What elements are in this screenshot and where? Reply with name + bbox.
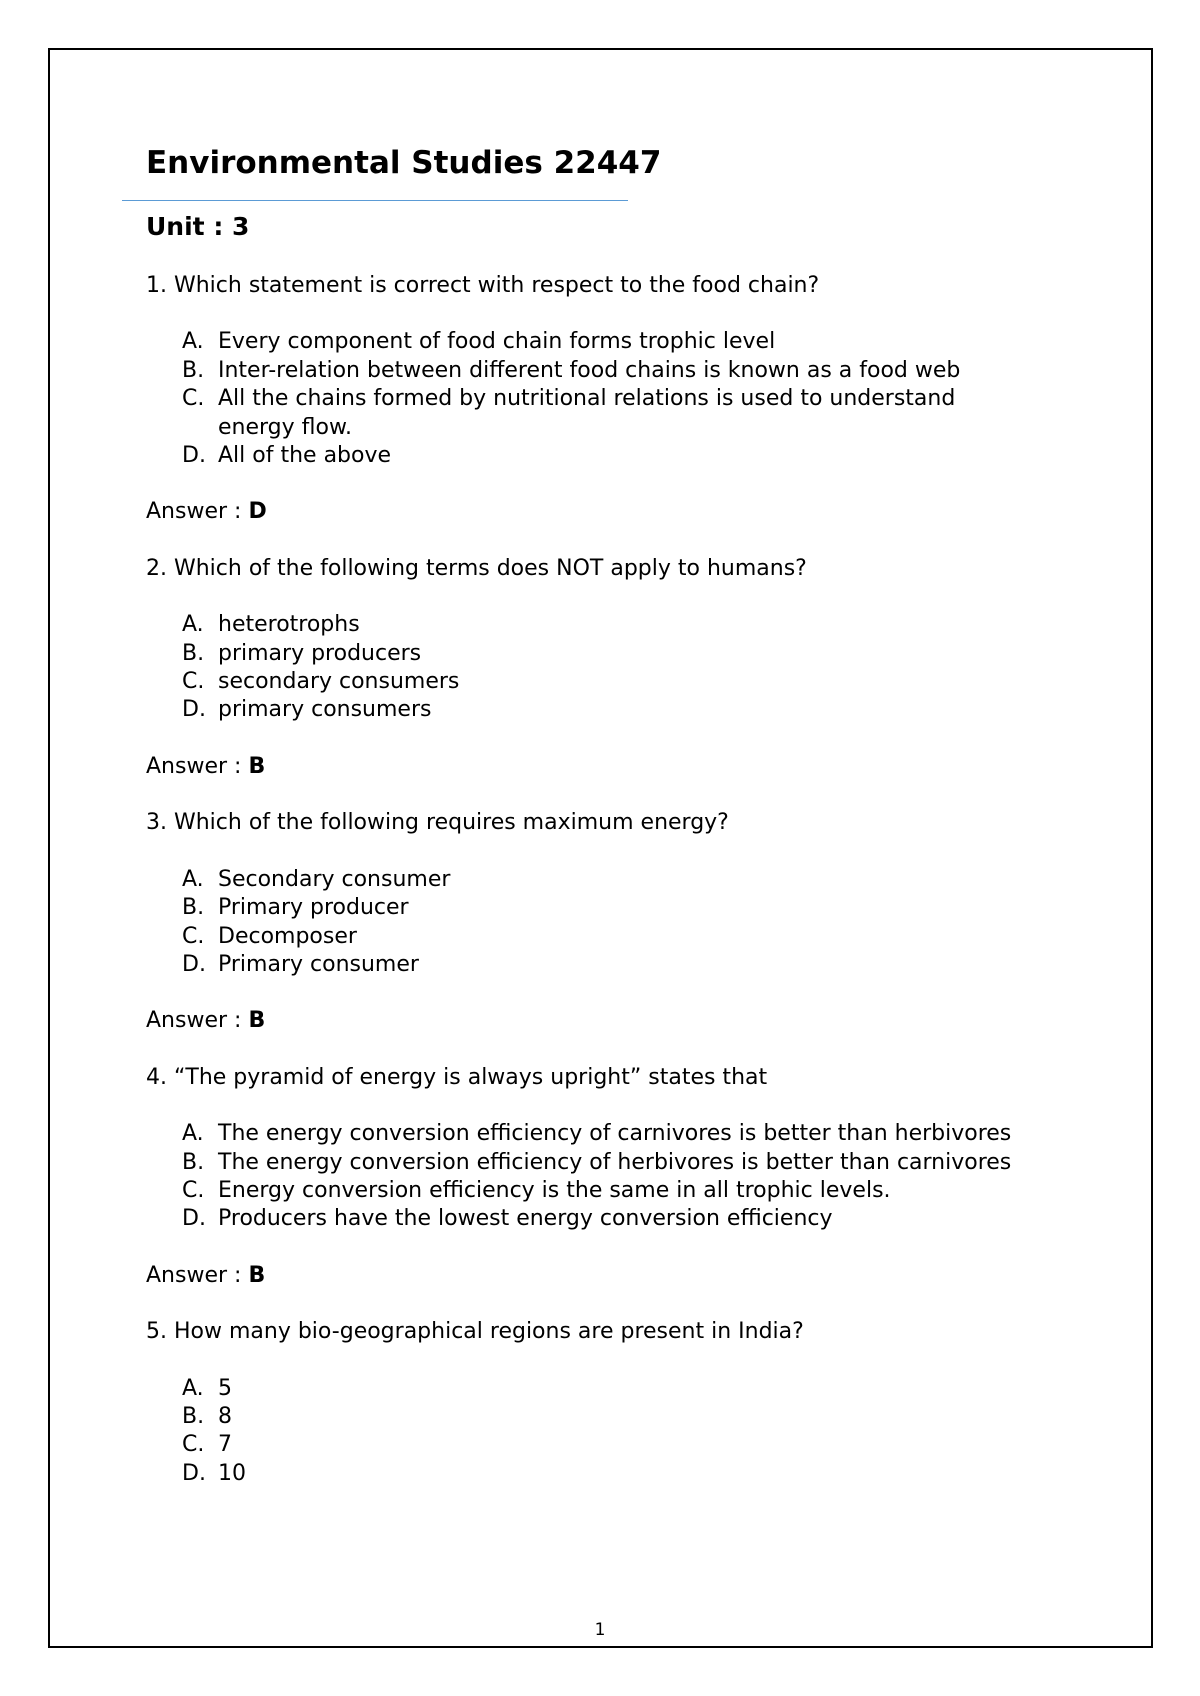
option-letter: A. (182, 612, 204, 638)
question-block (146, 809, 1096, 1035)
option-text: 7 (218, 1432, 232, 1458)
option-letter: A. (182, 866, 204, 892)
option-text: Primary producer (218, 895, 409, 921)
option-item (182, 1149, 1096, 1177)
question-text: 5. How many bio-geographical regions are present in India? (146, 1319, 804, 1345)
option-letter: B. (182, 1149, 205, 1175)
option-letter: D. (182, 443, 206, 469)
question-text: 4. “The pyramid of energy is always upright” states that (146, 1064, 768, 1090)
answer-line (146, 1007, 1096, 1035)
option-text: Primary consumer (218, 951, 419, 977)
option-text: Decomposer (218, 923, 357, 949)
options-list (146, 1120, 1096, 1234)
page-number: 1 (594, 1620, 606, 1640)
option-text: primary consumers (218, 697, 432, 723)
answer-label: Answer : (146, 1262, 249, 1288)
option-item (182, 866, 1096, 894)
option-text: 8 (218, 1403, 232, 1429)
option-item (182, 951, 1096, 979)
option-text: 5 (218, 1375, 232, 1401)
option-item (182, 611, 1096, 639)
answer-value: B (248, 1262, 266, 1288)
option-item (182, 696, 1096, 724)
answer-label: Answer : (146, 499, 249, 525)
option-letter: B. (182, 1403, 205, 1429)
option-letter: A. (182, 329, 204, 355)
option-item (182, 328, 1096, 356)
option-item (182, 640, 1096, 668)
answer-line (146, 753, 1096, 781)
question-text: 3. Which of the following requires maximum energy? (146, 810, 729, 836)
option-letter: A. (182, 1375, 204, 1401)
option-item (182, 1205, 1096, 1233)
question-text: 2. Which of the following terms does NOT apply to humans? (146, 555, 807, 581)
option-text: The energy conversion efficiency of herbivores is better than carnivores (218, 1149, 1012, 1175)
options-list (146, 328, 1096, 470)
option-item (182, 1375, 1096, 1403)
option-text: All of the above (218, 443, 392, 469)
question-block (146, 1064, 1096, 1290)
option-item (182, 442, 1096, 470)
option-text: All the chains formed by nutritional relations is used to understand energy flow. (218, 386, 956, 440)
option-letter: C. (182, 1177, 205, 1203)
answer-value: B (248, 1008, 266, 1034)
option-text: Secondary consumer (218, 866, 451, 892)
document-title: Environmental Studies 22447 (146, 145, 662, 181)
option-letter: D. (182, 951, 206, 977)
option-letter: C. (182, 386, 205, 412)
options-list (146, 866, 1096, 980)
option-letter: C. (182, 1432, 205, 1458)
answer-label: Answer : (146, 753, 249, 779)
option-letter: C. (182, 669, 205, 695)
option-item (182, 894, 1096, 922)
question-block (146, 272, 1096, 527)
answer-label: Answer : (146, 1008, 249, 1034)
answer-value: D (248, 499, 267, 525)
option-item (182, 1177, 1096, 1205)
option-letter: B. (182, 640, 205, 666)
option-letter: C. (182, 923, 205, 949)
option-text: 10 (218, 1460, 246, 1486)
option-text: The energy conversion efficiency of carnivores is better than herbivores (218, 1121, 1012, 1147)
option-text: heterotrophs (218, 612, 360, 638)
option-text: Producers have the lowest energy conversion efficiency (218, 1206, 833, 1232)
option-text: Inter-relation between different food chains is known as a food web (218, 357, 961, 383)
answer-line (146, 498, 1096, 526)
option-item (182, 357, 1096, 385)
answer-value: B (248, 753, 266, 779)
option-letter: B. (182, 895, 205, 921)
question-block (146, 1318, 1096, 1488)
option-item (182, 668, 1096, 696)
option-item (182, 923, 1096, 951)
option-item (182, 1460, 1096, 1488)
question-list (146, 272, 1096, 1488)
option-letter: D. (182, 697, 206, 723)
option-item (182, 385, 1096, 442)
question-block (146, 555, 1096, 781)
option-item (182, 1431, 1096, 1459)
option-text: Energy conversion efficiency is the same in all trophic levels. (218, 1177, 891, 1203)
page-content (146, 142, 1096, 1488)
option-letter: D. (182, 1460, 206, 1486)
option-item (182, 1120, 1096, 1148)
option-letter: A. (182, 1121, 204, 1147)
options-list (146, 611, 1096, 725)
option-letter: B. (182, 357, 205, 383)
question-text: 1. Which statement is correct with respect to the food chain? (146, 273, 820, 298)
option-text: primary producers (218, 640, 422, 666)
option-text: Every component of food chain forms trophic level (218, 329, 776, 355)
option-item (182, 1403, 1096, 1431)
option-letter: D. (182, 1206, 206, 1232)
option-text: secondary consumers (218, 669, 460, 695)
unit-heading: Unit : 3 (146, 212, 250, 241)
options-list (146, 1375, 1096, 1489)
answer-line (146, 1262, 1096, 1290)
